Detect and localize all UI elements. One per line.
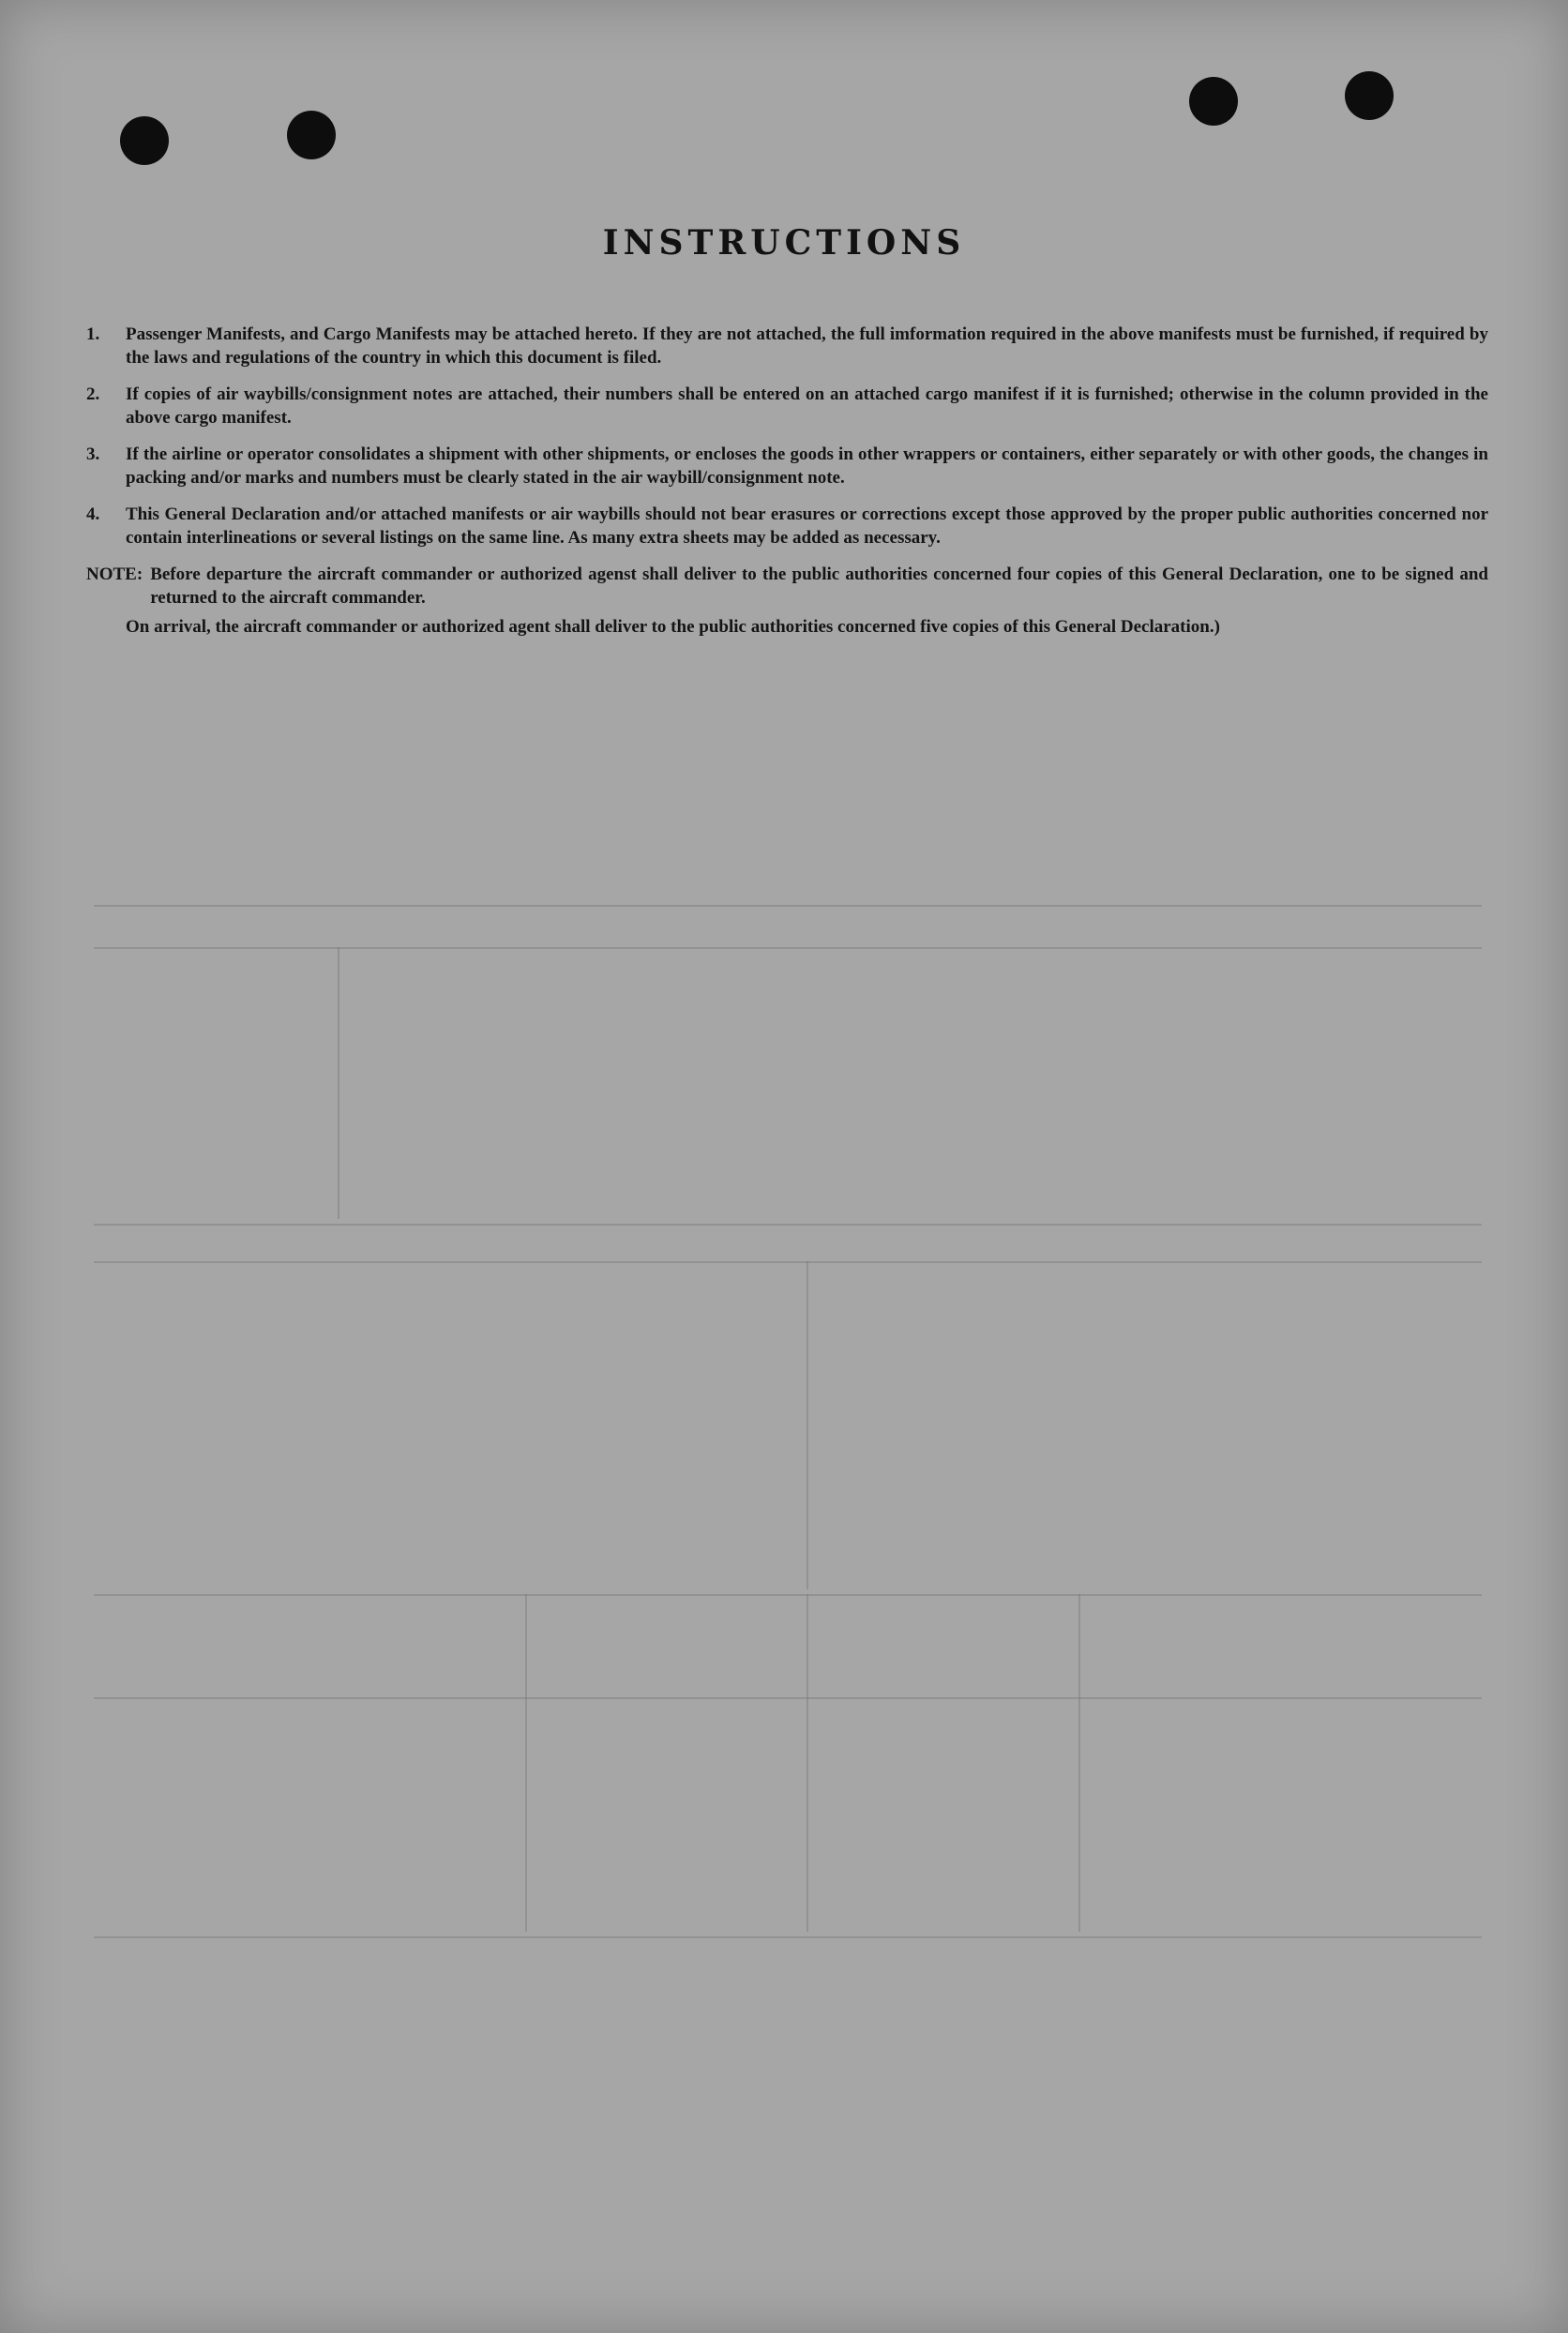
instruction-text: Passenger Manifests, and Cargo Manifests may be attached hereto. If they are not attached, the full imformation required in the above manifests must be furnished, if required by the laws and regulations of the country in which this document is filed.: [126, 324, 1488, 368]
bleed-through-rule: [807, 1261, 808, 1589]
bleed-through-rule: [94, 1594, 1482, 1596]
note-block: [86, 563, 1488, 610]
bleed-through-rule: [94, 1261, 1482, 1263]
bleed-through-rule: [94, 905, 1482, 907]
bleed-through-rule: [94, 947, 1482, 949]
bleed-through-rule: [338, 947, 339, 1219]
note-paragraph-arrival: On arrival, the aircraft commander or authorized agent shall deliver to the public authorities concerned five copies of this General Declaration.): [126, 617, 1220, 637]
instruction-text: This General Declaration and/or attached manifests or air waybills should not bear erasures or corrections except those approved by the proper public authorities concerned nor contain interlineations or several listings on the same line. As many extra sheets may be added as necessary.: [126, 504, 1488, 548]
note-label: NOTE:: [86, 564, 143, 584]
instruction-item: [86, 503, 1488, 549]
note-paragraph-departure: Before departure the aircraft commander or authorized agenst shall deliver to the public authorities concerned four copies of this General Declaration, one to be signed and returned to the aircraft commander.: [150, 564, 1488, 608]
instruction-item: [86, 323, 1488, 369]
instruction-text: If the airline or operator consolidates a shipment with other shipments, or encloses the goods in other wrappers or containers, either separately or with other goods, the changes in packing and/or marks and numbers must be clearly stated in the air waybill/consignment note.: [126, 444, 1488, 488]
punch-hole-center-right: [1189, 77, 1238, 126]
instruction-number: 2.: [86, 384, 100, 404]
punch-hole-right: [1345, 71, 1394, 120]
bleed-through-rule: [807, 1594, 808, 1932]
bleed-through-rule: [94, 1224, 1482, 1226]
bleed-through-rule: [1078, 1594, 1080, 1932]
bleed-through-rule: [525, 1594, 527, 1932]
instruction-number: 4.: [86, 504, 100, 524]
instruction-number: 1.: [86, 324, 100, 344]
instructions-list: [86, 323, 1488, 639]
bleed-through-rule: [94, 1697, 1482, 1699]
page-title: INSTRUCTIONS: [602, 223, 966, 263]
instruction-item: [86, 443, 1488, 489]
instruction-text: If copies of air waybills/consignment notes are attached, their numbers shall be entered on an attached cargo manifest if it is furnished; otherwise in the column provided in the above cargo manifest.: [126, 384, 1488, 428]
punch-hole-left: [120, 116, 169, 165]
bleed-through-rule: [94, 1936, 1482, 1938]
instruction-number: 3.: [86, 444, 100, 464]
instruction-item: [86, 383, 1488, 429]
punch-hole-center-left: [287, 111, 336, 159]
